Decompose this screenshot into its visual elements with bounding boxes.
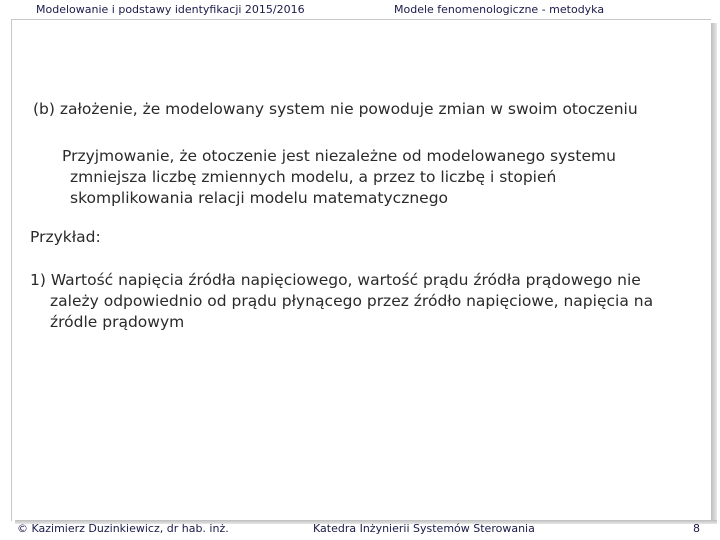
header-section-title: Modele fenomenologiczne - metodyka bbox=[394, 3, 605, 16]
header-course-title: Modelowanie i podstawy identyfikacji 2015/2016 bbox=[36, 3, 305, 16]
example-item-line: 1) Wartość napięcia źródła napięciowego, wartość prądu źródła prądowego nie bbox=[30, 271, 641, 289]
footer-department: Katedra Inżynierii Systemów Sterowania bbox=[313, 522, 535, 535]
assumption-heading: (b) założenie, że modelowany system nie powoduje zmian w swoim otoczeniu bbox=[33, 100, 638, 118]
paragraph-line: skomplikowania relacji modelu matematycznego bbox=[70, 189, 449, 207]
example-item-line: źródle prądowym bbox=[50, 313, 185, 331]
frame-shadow-right bbox=[711, 23, 717, 522]
footer-page-number: 8 bbox=[693, 522, 700, 535]
explanation-paragraph bbox=[62, 146, 616, 209]
example-label: Przykład: bbox=[30, 228, 101, 246]
example-item-1 bbox=[30, 270, 653, 333]
paragraph-line: Przyjmowanie, że otoczenie jest niezależne od modelowanego systemu bbox=[62, 147, 616, 165]
example-item-line: zależy odpowiednio od prądu płynącego przez źródło napięciowe, napięcia na bbox=[50, 292, 654, 310]
paragraph-line: zmniejsza liczbę zmiennych modelu, a przez to liczbę i stopień bbox=[70, 168, 557, 186]
footer-author: © Kazimierz Duzinkiewicz, dr hab. inż. bbox=[17, 522, 229, 535]
